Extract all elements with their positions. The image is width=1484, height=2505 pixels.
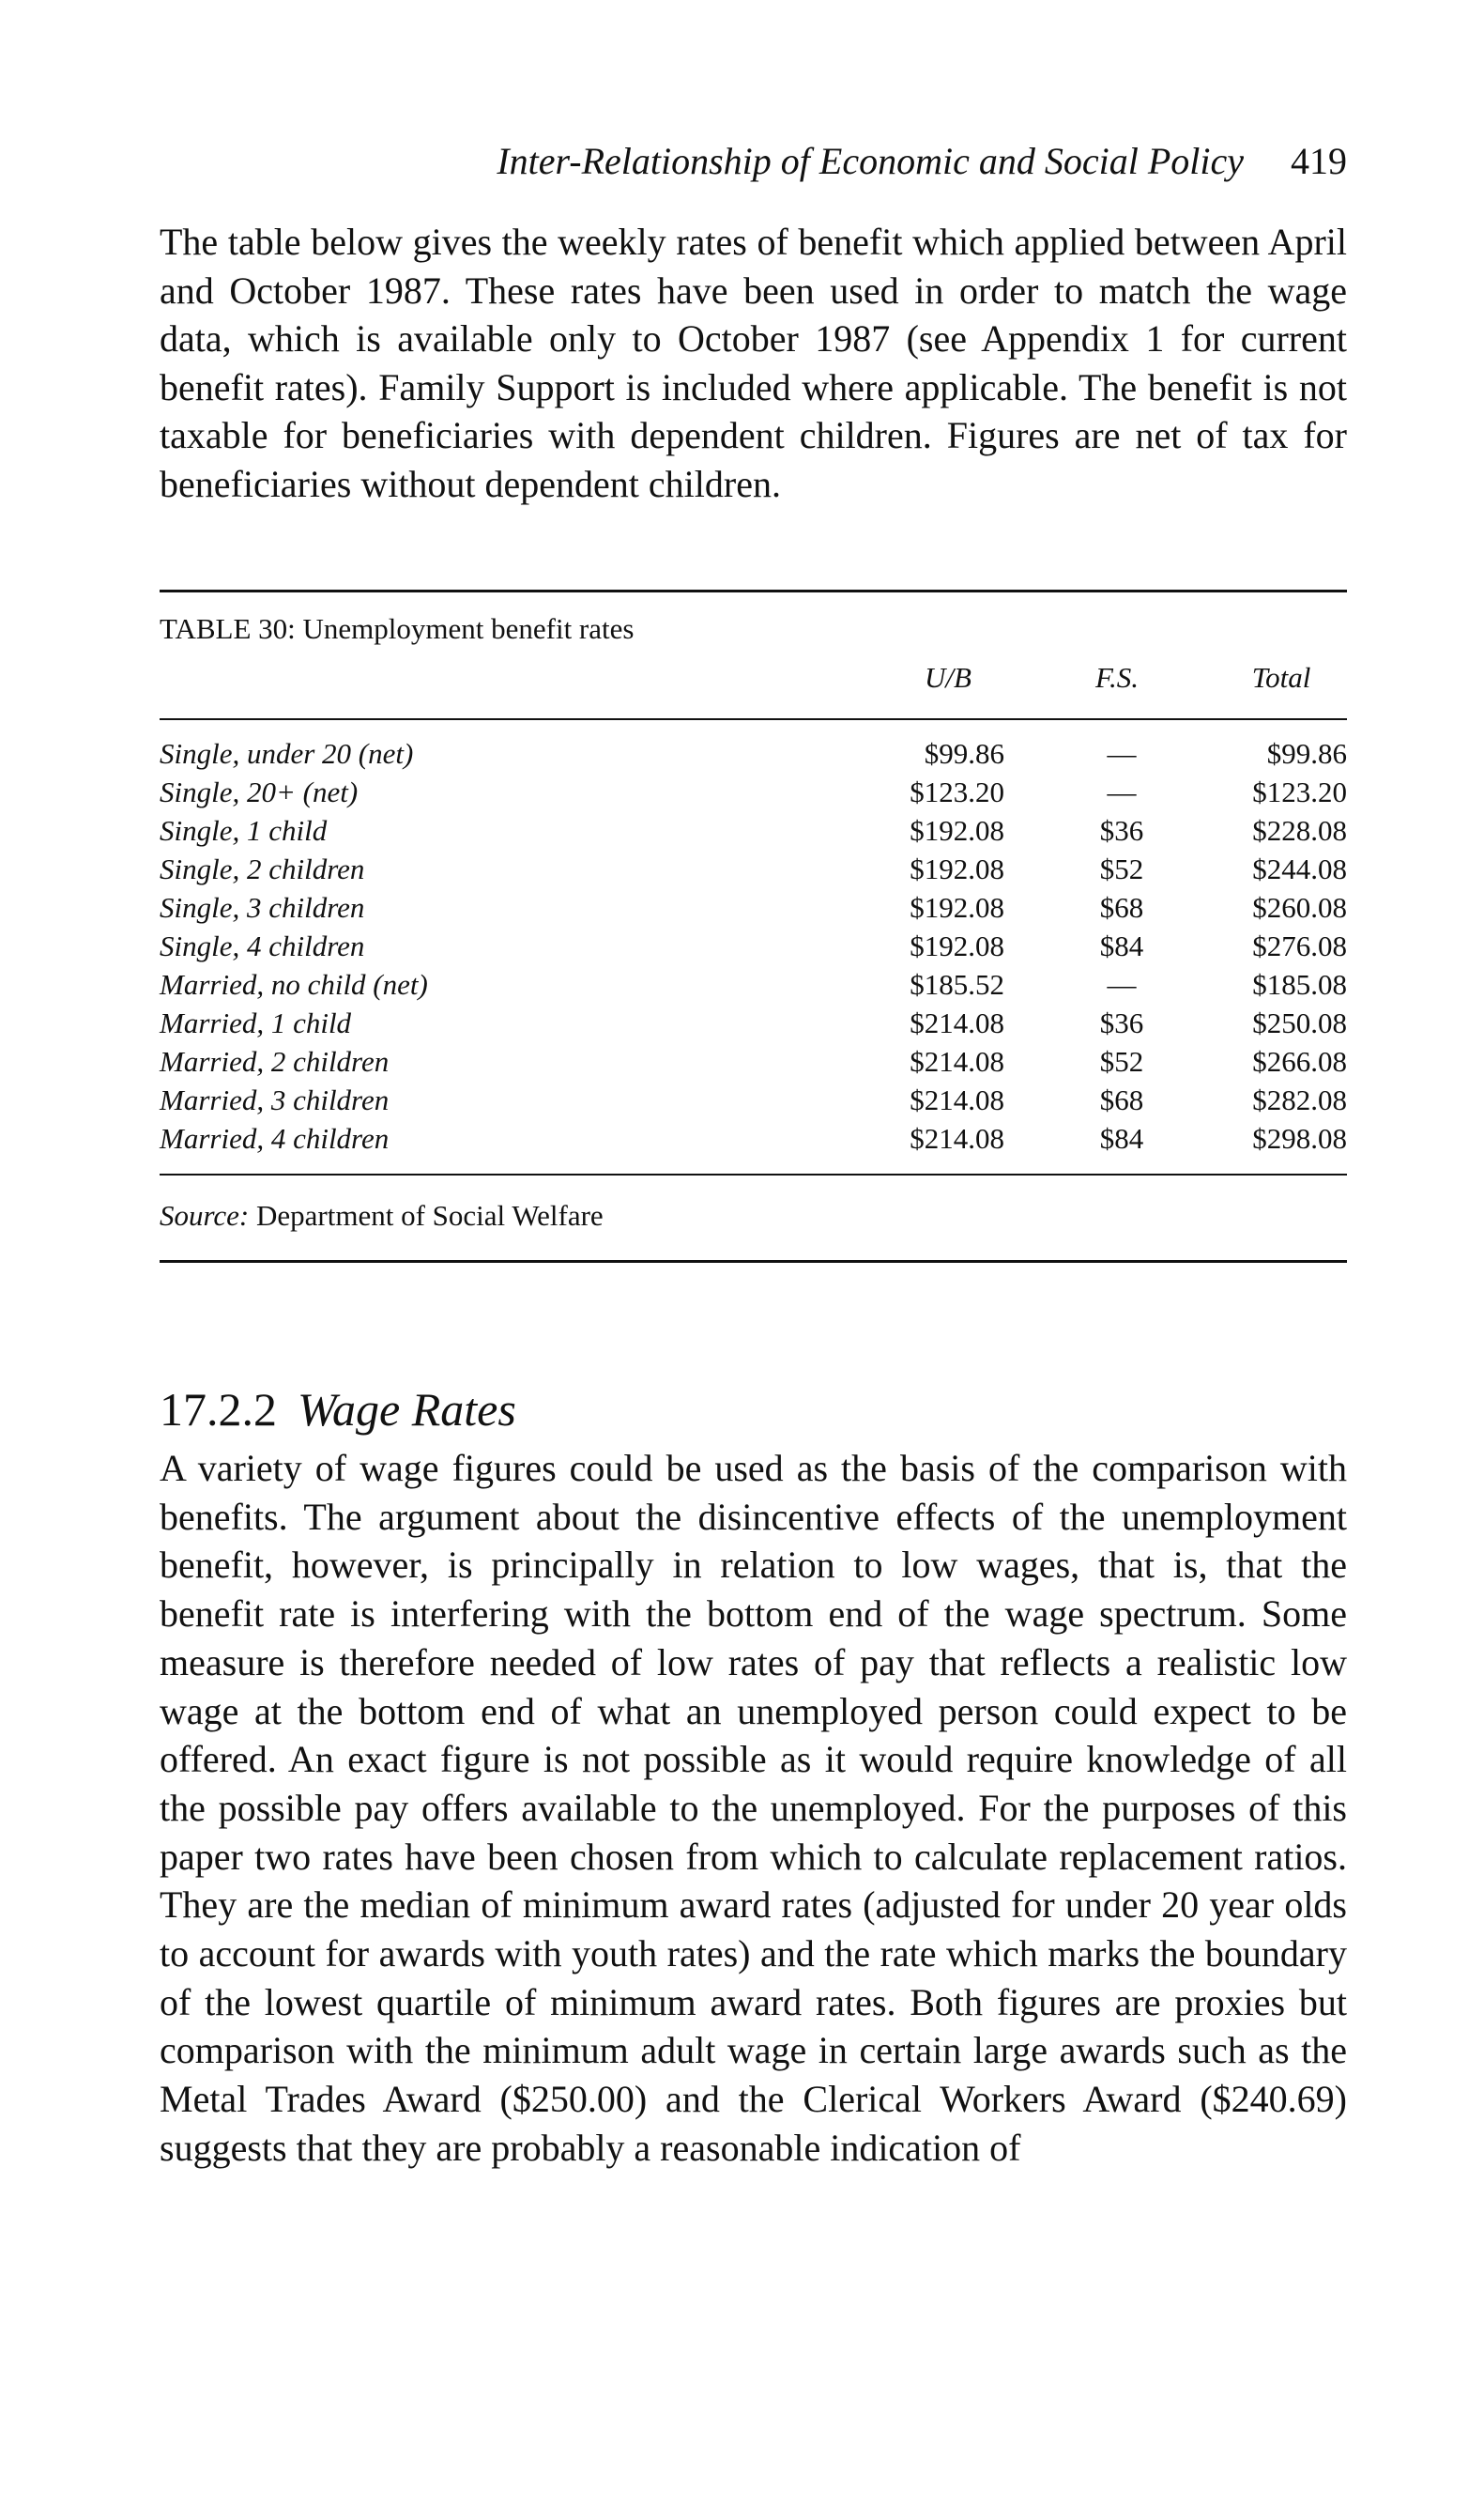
row-label: Married, no child (net): [160, 968, 428, 1001]
row-label: Single, 1 child: [160, 814, 328, 847]
table-title: TABLE 30: Unemployment benefit rates: [160, 612, 635, 645]
table-row: [160, 927, 1347, 965]
fs-value: $52: [1099, 853, 1144, 885]
table-source: [160, 1197, 604, 1235]
page-number: 419: [1291, 140, 1347, 182]
fs-value: $84: [1099, 1122, 1144, 1155]
ub-value: $192.08: [910, 891, 1004, 924]
table-row: [160, 1004, 1347, 1042]
column-header-ub: U/B: [925, 661, 971, 694]
row-label: Single, 4 children: [160, 930, 365, 962]
total-value: $244.08: [1252, 853, 1347, 885]
intro-paragraph: The table below gives the weekly rates of benefit which applied between April and October 1987. These rates have been used in order to match the wage data, which is available only to October 1987 (see Appendix 1 for current benefit rates). Family Support is included where applicable. The benefit is not taxable for beneficiaries with dependent children. Figures are net of tax for beneficiaries without dependent children.: [160, 221, 1347, 505]
row-label: Single, 20+ (net): [160, 776, 359, 808]
fs-value: $84: [1099, 930, 1144, 962]
table-row: [160, 850, 1347, 888]
table-row: [160, 965, 1347, 1004]
ub-value: $192.08: [910, 853, 1004, 885]
fs-value: $52: [1099, 1045, 1144, 1078]
fs-value: $36: [1099, 814, 1144, 847]
table-row: [160, 1042, 1347, 1081]
total-value: $266.08: [1252, 1045, 1347, 1078]
ub-value: $214.08: [910, 1045, 1004, 1078]
row-label: Single, under 20 (net): [160, 737, 414, 770]
ub-value: $214.08: [910, 1083, 1004, 1116]
section-heading: [160, 1378, 516, 1440]
running-title: Inter-Relationship of Economic and Social Policy: [497, 140, 1244, 182]
row-label: Single, 3 children: [160, 891, 365, 924]
fs-value: —: [1107, 737, 1137, 770]
row-label: Married, 3 children: [160, 1083, 390, 1116]
source-label: Source:: [160, 1199, 250, 1232]
row-label: Married, 2 children: [160, 1045, 390, 1078]
ub-value: $185.52: [910, 968, 1004, 1001]
total-value: $123.20: [1252, 776, 1347, 808]
section-number: 17.2.2: [160, 1383, 277, 1436]
ub-value: $192.08: [910, 930, 1004, 962]
table-header-rule: [160, 718, 1347, 720]
total-value: $228.08: [1252, 814, 1347, 847]
table-body: [160, 734, 1347, 1158]
total-value: $298.08: [1252, 1122, 1347, 1155]
source-text: Department of Social Welfare: [256, 1199, 604, 1232]
table-row: [160, 1119, 1347, 1158]
total-value: $282.08: [1252, 1083, 1347, 1116]
row-label: Married, 1 child: [160, 1007, 352, 1039]
ub-value: $123.20: [910, 776, 1004, 808]
table-end-rule: [160, 1260, 1347, 1263]
total-value: $276.08: [1252, 930, 1347, 962]
ub-value: $214.08: [910, 1007, 1004, 1039]
total-value: $250.08: [1252, 1007, 1347, 1039]
page-header: [160, 131, 1347, 192]
table-row: [160, 1081, 1347, 1119]
row-label: Married, 4 children: [160, 1122, 390, 1155]
fs-value: $36: [1099, 1007, 1144, 1039]
ub-value: $192.08: [910, 814, 1004, 847]
ub-value: $99.86: [924, 737, 1004, 770]
column-header-total: Total: [1251, 661, 1311, 694]
total-value: $185.08: [1252, 968, 1347, 1001]
table-bottom-rule: [160, 1174, 1347, 1176]
body-paragraph: A variety of wage figures could be used as the basis of the comparison with benefits. The argument about the disincentive effects of the unemployment benefit, however, is principally in relation to low wages, that is, that the benefit rate is interfering with the bottom end of the wage spectrum. Some measure is therefore needed of low rates of pay that reflects a realistic low wage at the bottom end of what an unemployed person could expect to be offered. An exact figure is not possible as it would require knowledge of all the possible pay offers available to the unemployed. For the purposes of this paper two rates have been chosen from which to calculate replacement ratios. They are the median of minimum award rates (adjusted for under 20 year olds to account for awards with youth rates) and the rate which marks the boundary of the lowest quartile of minimum award rates. Both figures are proxies but comparison with the minimum adult wage in certain large awards such as the Metal Trades Award ($250.00) and the Clerical Workers Award ($240.69) suggests that they are probably a reasonable indication of: [160, 1447, 1347, 2169]
total-value: $99.86: [1266, 737, 1347, 770]
column-header-fs: F.S.: [1095, 661, 1139, 694]
table-row: [160, 734, 1347, 773]
fs-value: $68: [1099, 891, 1144, 924]
table-row: [160, 773, 1347, 811]
fs-value: —: [1107, 776, 1137, 808]
total-value: $260.08: [1252, 891, 1347, 924]
table-row: [160, 888, 1347, 927]
row-label: Single, 2 children: [160, 853, 365, 885]
table-top-rule: [160, 590, 1347, 592]
section-title: Wage Rates: [298, 1383, 516, 1436]
ub-value: $214.08: [910, 1122, 1004, 1155]
table-row: [160, 811, 1347, 850]
fs-value: —: [1107, 968, 1137, 1001]
fs-value: $68: [1099, 1083, 1144, 1116]
